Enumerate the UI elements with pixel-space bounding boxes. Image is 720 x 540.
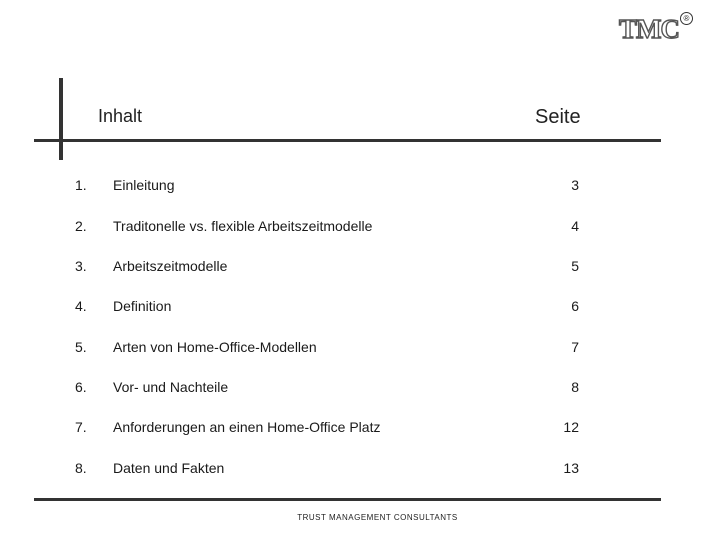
- toc-number: 7.: [75, 419, 87, 435]
- registered-trademark-icon: ®: [680, 12, 693, 25]
- toc-number: 1.: [75, 177, 87, 193]
- toc-title: Vor- und Nachteile: [113, 379, 229, 395]
- toc-row: [0, 419, 720, 439]
- contents-heading: Inhalt: [98, 106, 143, 126]
- toc-page: 3: [571, 177, 579, 193]
- toc-page: 6: [571, 298, 579, 314]
- toc-row: [0, 258, 720, 278]
- footer-company-name: TRUST MANAGEMENT CONSULTANTS: [297, 513, 458, 522]
- toc-number: 6.: [75, 379, 87, 395]
- toc-title: Einleitung: [113, 177, 175, 193]
- toc-row: [0, 177, 720, 197]
- toc-title: Definition: [113, 298, 172, 314]
- company-logo: TMC: [619, 14, 679, 44]
- toc-number: 8.: [75, 460, 87, 476]
- toc-page: 13: [563, 460, 579, 476]
- toc-page: 7: [571, 339, 579, 355]
- toc-title: Arten von Home-Office-Modellen: [113, 339, 317, 355]
- toc-number: 5.: [75, 339, 87, 355]
- toc-page: 4: [571, 218, 579, 234]
- footer-divider: [34, 498, 661, 501]
- toc-title: Traditonelle vs. flexible Arbeitszeitmodelle: [113, 218, 373, 234]
- toc-number: 3.: [75, 258, 87, 274]
- header-divider: [34, 139, 661, 142]
- toc-number: 4.: [75, 298, 87, 314]
- toc-row: [0, 379, 720, 399]
- toc-page: 12: [563, 419, 579, 435]
- toc-page: 5: [571, 258, 579, 274]
- toc-title: Daten und Fakten: [113, 460, 225, 476]
- toc-title: Arbeitszeitmodelle: [113, 258, 228, 274]
- toc-row: [0, 460, 720, 480]
- vertical-divider: [59, 78, 63, 160]
- toc-number: 2.: [75, 218, 87, 234]
- toc-row: [0, 339, 720, 359]
- page-column-heading: Seite: [535, 106, 581, 128]
- toc-row: [0, 218, 720, 238]
- toc-title: Anforderungen an einen Home-Office Platz: [113, 419, 381, 435]
- toc-row: [0, 298, 720, 318]
- toc-page: 8: [571, 379, 579, 395]
